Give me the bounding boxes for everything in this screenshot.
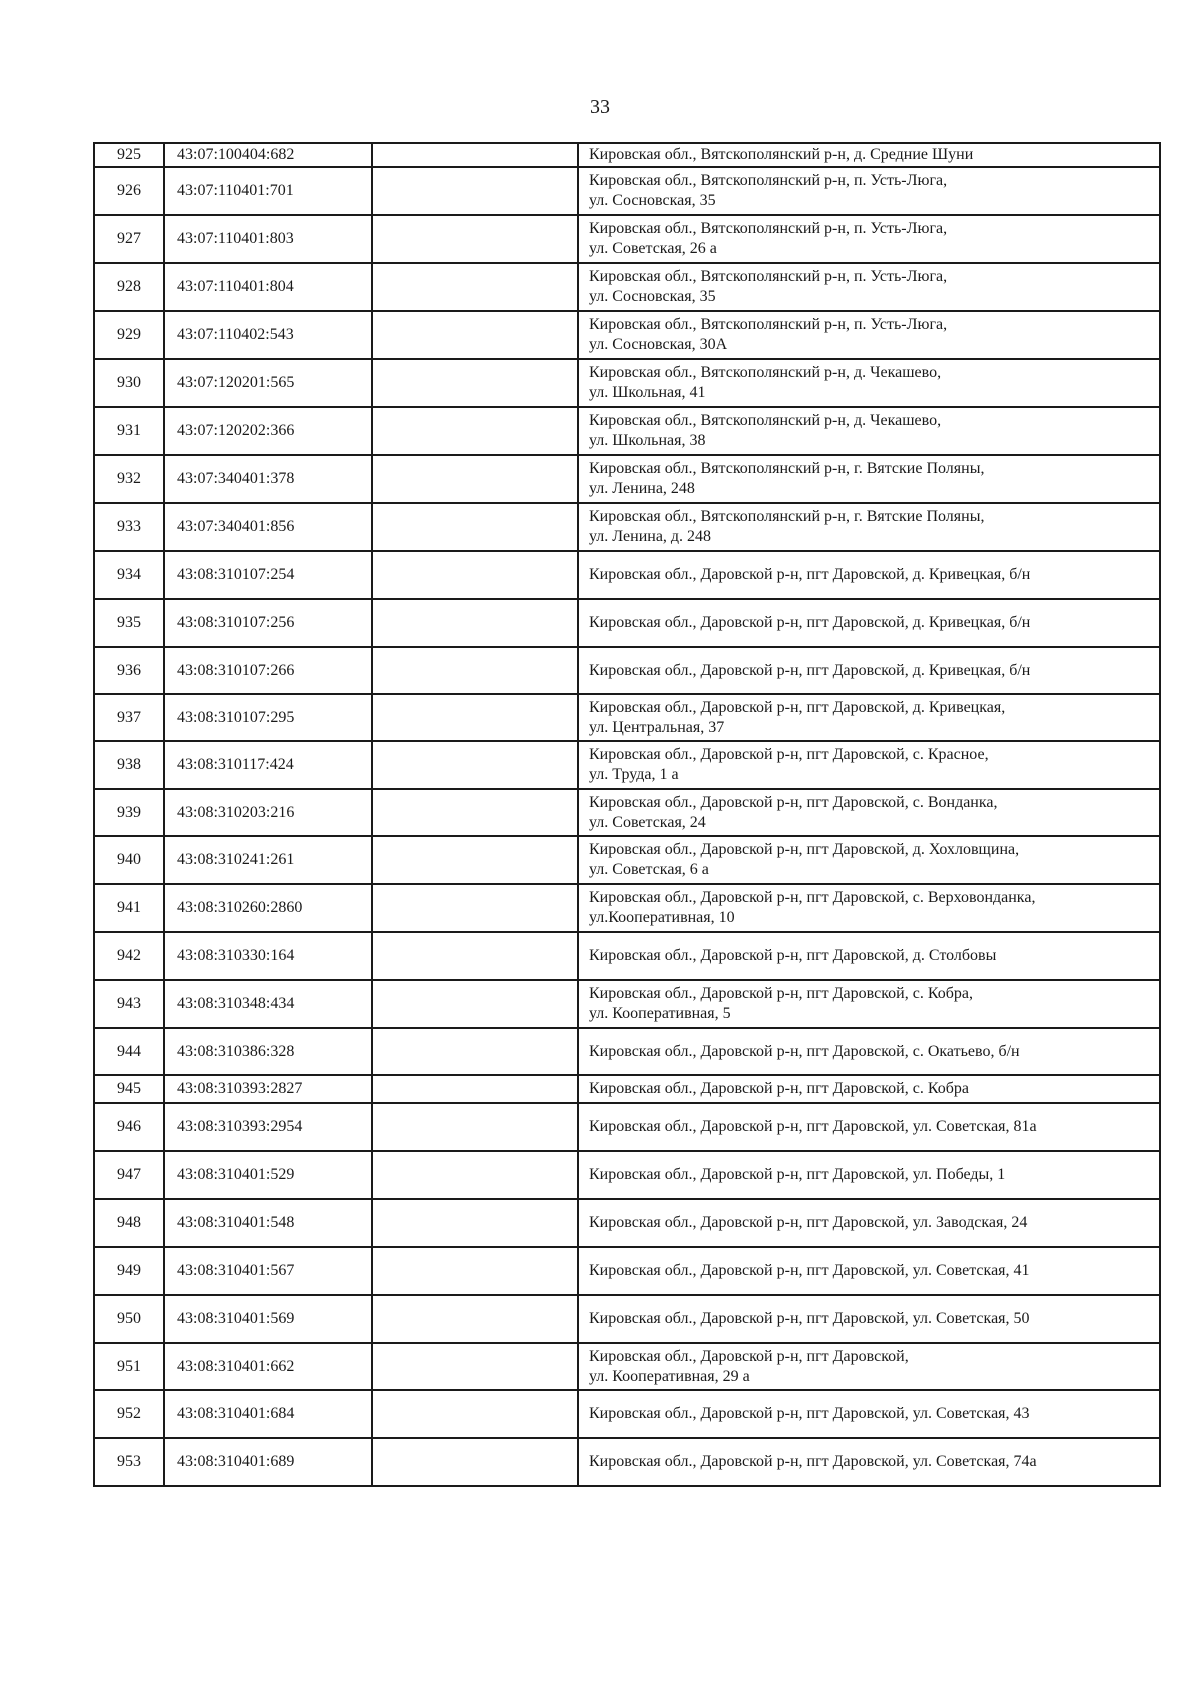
row-number: 937	[94, 694, 164, 741]
address-cell	[578, 1075, 1160, 1103]
empty-cell	[372, 1028, 578, 1075]
cadastral-number: 43:07:340401:378	[164, 455, 372, 503]
row-number: 940	[94, 836, 164, 884]
address-line: Кировская обл., Даровской р-н, пгт Даровской, с. Окатьево, б/н	[589, 1042, 1020, 1060]
empty-cell	[372, 407, 578, 455]
empty-cell	[372, 503, 578, 551]
cadastral-number: 43:07:340401:856	[164, 503, 372, 551]
address-cell	[578, 1343, 1160, 1390]
empty-cell	[372, 455, 578, 503]
empty-cell	[372, 167, 578, 215]
empty-cell	[372, 359, 578, 407]
row-number: 948	[94, 1199, 164, 1247]
cadastral-number: 43:07:100404:682	[164, 143, 372, 167]
address-line: Кировская обл., Даровской р-н, пгт Даровской, д. Кривецкая, б/н	[589, 566, 1031, 583]
address-cell	[578, 263, 1160, 311]
row-number: 943	[94, 980, 164, 1028]
cadastral-number: 43:08:310401:548	[164, 1199, 372, 1247]
cadastral-number: 43:08:310348:434	[164, 980, 372, 1028]
address-line: Кировская обл., Вятскополянский р-н, д. Средние Шуни	[589, 146, 974, 163]
table-row	[94, 1295, 1160, 1343]
table-row	[94, 1103, 1160, 1151]
address-line: ул. Школьная, 41	[589, 384, 706, 401]
cadastral-number: 43:08:310401:569	[164, 1295, 372, 1343]
table-row	[94, 311, 1160, 359]
table-row	[94, 980, 1160, 1028]
cadastral-number: 43:08:310107:254	[164, 551, 372, 599]
address-cell	[578, 1151, 1160, 1199]
cadastral-number: 43:07:110402:543	[164, 311, 372, 359]
empty-cell	[372, 1151, 578, 1199]
address-cell	[578, 1390, 1160, 1438]
address-line: ул.Кооперативная, 10	[589, 909, 735, 926]
row-number: 938	[94, 741, 164, 789]
address-cell	[578, 980, 1160, 1028]
row-number: 936	[94, 647, 164, 694]
cadastral-number: 43:08:310107:266	[164, 647, 372, 694]
row-number: 939	[94, 789, 164, 836]
row-number: 942	[94, 932, 164, 980]
table-row	[94, 836, 1160, 884]
address-cell	[578, 1438, 1160, 1486]
address-cell	[578, 359, 1160, 407]
address-line: ул. Советская, 6 а	[589, 861, 709, 878]
row-number: 946	[94, 1103, 164, 1151]
address-line: Кировская обл., Вятскополянский р-н, п. Усть-Люга,	[589, 172, 948, 189]
register-table-body	[94, 143, 1160, 1486]
cadastral-number: 43:08:310203:216	[164, 789, 372, 836]
address-line: ул. Сосновская, 35	[589, 192, 716, 209]
empty-cell	[372, 932, 578, 980]
empty-cell	[372, 1103, 578, 1151]
empty-cell	[372, 263, 578, 311]
address-line: Кировская обл., Вятскополянский р-н, п. Усть-Люга,	[589, 220, 948, 237]
empty-cell	[372, 836, 578, 884]
cadastral-number: 43:08:310330:164	[164, 932, 372, 980]
row-number: 953	[94, 1438, 164, 1486]
row-number: 927	[94, 215, 164, 263]
address-line: Кировская обл., Даровской р-н, пгт Даровской, с. Кобра	[589, 1080, 969, 1097]
address-line: Кировская обл., Даровской р-н, пгт Даровской, с. Красное,	[589, 746, 989, 763]
address-line: ул. Советская, 24	[589, 813, 706, 831]
address-line: ул. Кооперативная, 29 а	[589, 1367, 750, 1385]
table-row	[94, 884, 1160, 932]
row-number: 944	[94, 1028, 164, 1075]
address-line: ул. Труда, 1 а	[589, 766, 679, 783]
table-row	[94, 359, 1160, 407]
empty-cell	[372, 1390, 578, 1438]
cadastral-number: 43:07:120202:366	[164, 407, 372, 455]
table-row	[94, 1343, 1160, 1390]
property-register-table	[93, 142, 1161, 1487]
address-line: Кировская обл., Даровской р-н, пгт Даровской, с. Кобра,	[589, 985, 973, 1002]
address-line: Кировская обл., Даровской р-н, пгт Даровской, ул. Советская, 81а	[589, 1118, 1037, 1135]
cadastral-number: 43:08:310386:328	[164, 1028, 372, 1075]
table-row	[94, 551, 1160, 599]
address-cell	[578, 884, 1160, 932]
empty-cell	[372, 1247, 578, 1295]
empty-cell	[372, 884, 578, 932]
address-cell	[578, 1028, 1160, 1075]
table-row	[94, 694, 1160, 741]
cadastral-number: 43:08:310401:684	[164, 1390, 372, 1438]
empty-cell	[372, 980, 578, 1028]
empty-cell	[372, 143, 578, 167]
address-line: Кировская обл., Даровской р-н, пгт Даровской, ул. Советская, 74а	[589, 1453, 1037, 1470]
table-row	[94, 143, 1160, 167]
address-line: Кировская обл., Вятскополянский р-н, г. Вятские Поляны,	[589, 508, 985, 525]
empty-cell	[372, 1199, 578, 1247]
address-cell	[578, 1199, 1160, 1247]
row-number: 925	[94, 143, 164, 167]
address-cell	[578, 503, 1160, 551]
empty-cell	[372, 741, 578, 789]
table-row	[94, 741, 1160, 789]
cadastral-number: 43:08:310107:295	[164, 694, 372, 741]
row-number: 926	[94, 167, 164, 215]
address-cell	[578, 789, 1160, 836]
table-row	[94, 263, 1160, 311]
row-number: 928	[94, 263, 164, 311]
empty-cell	[372, 1295, 578, 1343]
address-line: ул. Сосновская, 35	[589, 288, 716, 305]
row-number: 933	[94, 503, 164, 551]
table-row	[94, 1151, 1160, 1199]
address-cell	[578, 741, 1160, 789]
address-line: Кировская обл., Даровской р-н, пгт Даровской, д. Кривецкая, б/н	[589, 614, 1031, 631]
address-line: Кировская обл., Даровской р-н, пгт Даровской, с. Вонданка,	[589, 793, 998, 811]
address-cell	[578, 311, 1160, 359]
address-line: Кировская обл., Даровской р-н, пгт Даровской, ул. Советская, 43	[589, 1405, 1030, 1422]
address-cell	[578, 143, 1160, 167]
address-line: ул. Кооперативная, 5	[589, 1005, 731, 1022]
cadastral-number: 43:08:310393:2954	[164, 1103, 372, 1151]
cadastral-number: 43:07:110401:803	[164, 215, 372, 263]
address-line: Кировская обл., Вятскополянский р-н, г. Вятские Поляны,	[589, 460, 985, 477]
address-cell	[578, 647, 1160, 694]
cadastral-number: 43:08:310401:567	[164, 1247, 372, 1295]
empty-cell	[372, 551, 578, 599]
address-cell	[578, 1295, 1160, 1343]
cadastral-number: 43:08:310401:529	[164, 1151, 372, 1199]
empty-cell	[372, 215, 578, 263]
address-cell	[578, 599, 1160, 647]
table-row	[94, 1438, 1160, 1486]
empty-cell	[372, 789, 578, 836]
empty-cell	[372, 1343, 578, 1390]
address-line: Кировская обл., Даровской р-н, пгт Даровской, д. Столбовы	[589, 947, 997, 964]
address-line: Кировская обл., Даровской р-н, пгт Даровской, ул. Советская, 41	[589, 1262, 1030, 1279]
address-cell	[578, 1103, 1160, 1151]
address-cell	[578, 215, 1160, 263]
cadastral-number: 43:08:310260:2860	[164, 884, 372, 932]
address-line: Кировская обл., Даровской р-н, пгт Даровской, д. Хохловщина,	[589, 841, 1020, 858]
address-cell	[578, 932, 1160, 980]
address-line: Кировская обл., Даровской р-н, пгт Даровской, ул. Заводская, 24	[589, 1214, 1028, 1231]
row-number: 941	[94, 884, 164, 932]
cadastral-number: 43:08:310107:256	[164, 599, 372, 647]
table-row	[94, 1390, 1160, 1438]
row-number: 951	[94, 1343, 164, 1390]
table-row	[94, 932, 1160, 980]
empty-cell	[372, 1075, 578, 1103]
address-line: ул. Центральная, 37	[589, 718, 725, 736]
address-line: Кировская обл., Даровской р-н, пгт Даровской, д. Кривецкая, б/н	[589, 661, 1031, 679]
row-number: 934	[94, 551, 164, 599]
row-number: 935	[94, 599, 164, 647]
table-row	[94, 1075, 1160, 1103]
table-row	[94, 215, 1160, 263]
cadastral-number: 43:08:310241:261	[164, 836, 372, 884]
address-cell	[578, 836, 1160, 884]
address-cell	[578, 407, 1160, 455]
row-number: 949	[94, 1247, 164, 1295]
row-number: 952	[94, 1390, 164, 1438]
table-row	[94, 455, 1160, 503]
address-line: ул. Школьная, 38	[589, 432, 706, 449]
row-number: 932	[94, 455, 164, 503]
cadastral-number: 43:07:110401:701	[164, 167, 372, 215]
row-number: 950	[94, 1295, 164, 1343]
address-line: ул. Ленина, 248	[589, 480, 695, 497]
address-line: Кировская обл., Вятскополянский р-н, д. Чекашево,	[589, 412, 942, 429]
cadastral-number: 43:08:310117:424	[164, 741, 372, 789]
table-row	[94, 407, 1160, 455]
address-line: Кировская обл., Даровской р-н, пгт Даровской, ул. Советская, 50	[589, 1310, 1030, 1327]
empty-cell	[372, 311, 578, 359]
address-cell	[578, 551, 1160, 599]
address-line: Кировская обл., Даровской р-н, пгт Даровской, д. Кривецкая,	[589, 698, 1006, 716]
cadastral-number: 43:07:110401:804	[164, 263, 372, 311]
table-row	[94, 167, 1160, 215]
address-cell	[578, 694, 1160, 741]
address-line: Кировская обл., Вятскополянский р-н, д. Чекашево,	[589, 364, 942, 381]
address-cell	[578, 1247, 1160, 1295]
address-line: ул. Сосновская, 30А	[589, 336, 728, 353]
address-cell	[578, 455, 1160, 503]
cadastral-number: 43:08:310393:2827	[164, 1075, 372, 1103]
row-number: 945	[94, 1075, 164, 1103]
row-number: 929	[94, 311, 164, 359]
cadastral-number: 43:07:120201:565	[164, 359, 372, 407]
table-row	[94, 789, 1160, 836]
empty-cell	[372, 599, 578, 647]
address-line: Кировская обл., Даровской р-н, пгт Даровской,	[589, 1347, 909, 1365]
page-number: 33	[590, 96, 610, 118]
address-cell	[578, 167, 1160, 215]
empty-cell	[372, 694, 578, 741]
table-row	[94, 1247, 1160, 1295]
address-line: ул. Советская, 26 а	[589, 240, 717, 257]
empty-cell	[372, 647, 578, 694]
table-row	[94, 599, 1160, 647]
address-line: Кировская обл., Вятскополянский р-н, п. Усть-Люга,	[589, 316, 948, 333]
empty-cell	[372, 1438, 578, 1486]
row-number: 931	[94, 407, 164, 455]
table-row	[94, 647, 1160, 694]
address-line: ул. Ленина, д. 248	[589, 528, 712, 545]
table-row	[94, 503, 1160, 551]
table-row	[94, 1028, 1160, 1075]
address-line: Кировская обл., Даровской р-н, пгт Даровской, ул. Победы, 1	[589, 1166, 1006, 1183]
address-line: Кировская обл., Даровской р-н, пгт Даровской, с. Верховонданка,	[589, 889, 1036, 906]
table-row	[94, 1199, 1160, 1247]
row-number: 930	[94, 359, 164, 407]
cadastral-number: 43:08:310401:689	[164, 1438, 372, 1486]
row-number: 947	[94, 1151, 164, 1199]
cadastral-number: 43:08:310401:662	[164, 1343, 372, 1390]
address-line: Кировская обл., Вятскополянский р-н, п. Усть-Люга,	[589, 268, 948, 285]
